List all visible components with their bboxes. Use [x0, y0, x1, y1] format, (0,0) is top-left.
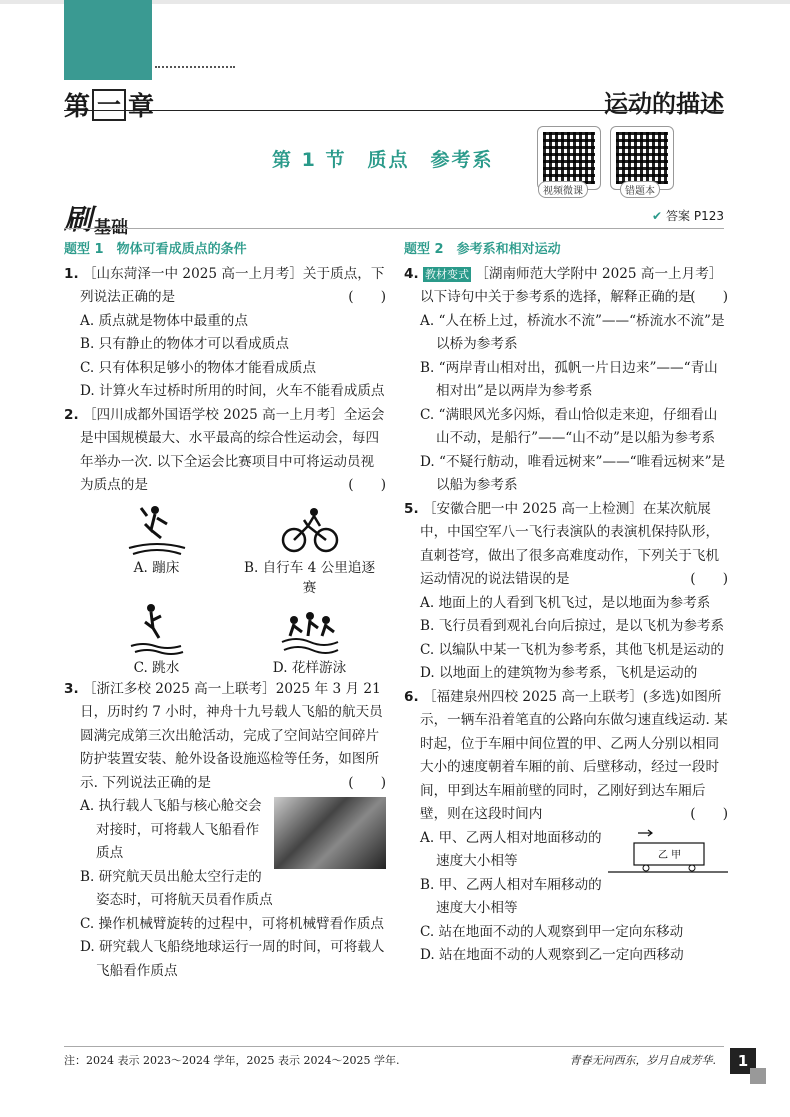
question-4 [404, 263, 728, 310]
option-a: A. “人在桥上过，桥流水不流”——“桥流水不流”是以桥为参考系 [420, 312, 725, 352]
option-d: D. 计算火车过桥时所用的时间，火车不能看成质点 [80, 383, 385, 399]
question-number: 3. [64, 680, 79, 697]
option-a: A. 执行载人飞船与核心舱交会对接时，可将载人飞船看作质点 [80, 798, 262, 861]
chapter-suffix: 章 [128, 92, 155, 122]
dotted-decoration [155, 66, 235, 68]
option-c: C. 只有体积足够小的物体才能看成质点 [80, 359, 317, 376]
answer-blank: ( ) [348, 289, 386, 305]
basics-heading [64, 198, 128, 238]
trampoline-icon [127, 502, 187, 558]
diving-icon [127, 602, 187, 658]
question-number: 1. [64, 265, 79, 282]
chapter-number: 一 [92, 89, 126, 121]
arrow-right-icon [638, 830, 652, 836]
chapter-label [64, 86, 154, 123]
page-number: 1 [730, 1048, 756, 1074]
chapter-prefix: 第 [64, 92, 91, 122]
right-column [404, 238, 728, 968]
section-title: 第 1 节 质点 参考系 [272, 149, 494, 171]
option-d: D. 站在地面不动的人观察到乙一定向西移动 [420, 947, 684, 963]
left-column [64, 238, 386, 983]
option-a: A. 地面上的人看到飞机飞过，是以地面为参考系 [420, 594, 711, 611]
answer-ref-text: 答案 P123 [666, 209, 724, 223]
answer-reference [652, 207, 724, 224]
question-3 [64, 678, 386, 796]
chapter-color-block [64, 0, 152, 80]
option-c: C. 跳水 [133, 659, 180, 676]
cycling-icon [280, 502, 340, 558]
basics-label: 基础 [94, 218, 129, 238]
divider [64, 228, 724, 229]
question-stem: ［福建泉州四校 2025 高一上联考］(多选)如图所示，一辆车沿着笔直的公路向东做匀速直线运动. 某时起，位于车厢中间位置的甲、乙两人分别以相同大小的速度朝着车厢的前、后壁移动，经过一段时间，甲到达车厢前壁的同时，乙刚好到达车厢后壁，则在这段时间内 [420, 688, 728, 822]
check-icon: ✔ [651, 208, 663, 223]
option-b: B. 飞行员看到观礼台向后掠过，是以飞机为参考系 [420, 618, 725, 634]
option-d: D. 花样游泳 [272, 659, 347, 676]
option-d-image [240, 602, 380, 678]
answer-blank: ( ) [690, 806, 728, 822]
option-c-image [87, 602, 227, 678]
question-number: 4. [404, 265, 419, 282]
question-2 [64, 404, 386, 498]
brush-logo: 刷 [64, 203, 93, 236]
option-b: B. 研究航天员出舱太空行走的姿态时，可将航天员看作质点 [80, 868, 273, 908]
figure-label: 乙 甲 [658, 849, 682, 861]
answer-blank: ( ) [690, 289, 728, 305]
option-c: C. 操作机械臂旋转的过程中，可将机械臂看作质点 [80, 915, 385, 932]
train-car-figure [608, 827, 728, 877]
option-c: C. 站在地面不动的人观察到甲一定向东移动 [420, 923, 684, 940]
q2-images-row-1 [64, 502, 386, 598]
option-b: B. 甲、乙两人相对车厢移动的速度大小相等 [420, 876, 602, 916]
question-5 [404, 498, 728, 592]
chapter-title: 运动的描述 [604, 90, 724, 118]
option-b: B. 只有静止的物体才可以看成质点 [80, 336, 289, 352]
question-number: 2. [64, 406, 79, 423]
answer-blank: ( ) [690, 571, 728, 587]
qr-label-mistakes: 错题本 [620, 181, 660, 198]
question-number: 5. [404, 500, 419, 517]
answer-blank: ( ) [348, 774, 386, 791]
option-b-image [240, 502, 380, 598]
synchronized-swimming-icon [280, 602, 340, 658]
footer-divider [64, 1046, 724, 1047]
question-stem: ［湖南师范大学附中 2025 高一上月考］以下诗句中关于参考系的选择，解释正确的是 [420, 265, 723, 305]
option-a-image [87, 502, 227, 598]
footer-note: 注：2024 表示 2023～2024 学年，2025 表示 2024～2025 学年. [64, 1054, 400, 1067]
footer-motto: 青春无问西东，岁月自成芳华. [569, 1054, 716, 1067]
option-a: A. 蹦床 [133, 559, 180, 576]
option-d: D. 研究载人飞船绕地球运行一周的时间，可将载人飞船看作质点 [80, 939, 385, 979]
option-c: C. “满眼风光多闪烁，看山恰似走来迎，仔细看山山不动，是船行”——“山不动”是以船为参考系 [420, 406, 718, 446]
qr-label-video: 视频微课 [538, 181, 588, 198]
option-d: D. 以地面上的建筑物为参考系，飞机是运动的 [420, 665, 698, 681]
option-c: C. 以编队中某一飞机为参考系，其他飞机是运动的 [420, 641, 725, 658]
question-6 [404, 686, 728, 827]
option-b: B. “两岸青山相对出，孤帆一片日边来”——“青山相对出”是以两岸为参考系 [420, 359, 718, 399]
option-a: A. 甲、乙两人相对地面移动的速度大小相等 [420, 829, 602, 869]
question-stem: ［山东菏泽一中 2025 高一上月考］关于质点，下列说法正确的是 [80, 265, 385, 305]
textbook-variant-badge: 教材变式 [424, 267, 469, 281]
question-number: 6. [404, 688, 419, 705]
page-decoration [750, 1068, 766, 1084]
type-heading-2: 题型 2 参考系和相对运动 [404, 242, 561, 257]
type-heading-1: 题型 1 物体可看成质点的条件 [64, 242, 247, 257]
question-stem: ［浙江多校 2025 高一上联考］2025 年 3 月 21 日，历时约 7 小时，神舟十九号载人飞船的航天员圆满完成第三次出舱活动，完成了空间站空间碎片防护装置安装、舱外设备设施巡检等任务，如图所示. 下列说法正确的是 [80, 680, 383, 791]
spacewalk-photo [274, 797, 386, 869]
question-stem: ［四川成都外国语学校 2025 高一上月考］全运会是中国规模最大、水平最高的综合性运动会，每四年举办一次. 以下全运会比赛项目中可将运动员视为质点的是 [80, 406, 385, 493]
question-1 [64, 263, 386, 310]
option-a: A. 质点就是物体中最重的点 [80, 312, 248, 329]
question-stem: ［安徽合肥一中 2025 高一上检测］在某次航展中，中国空军八一飞行表演队的表演机保持队形，直刺苍穹，做出了很多高难度动作，下列关于飞机运动情况的说法错误的是 [420, 500, 720, 587]
answer-blank: ( ) [348, 477, 386, 493]
option-b: B. 自行车 4 公里追逐赛 [243, 559, 376, 596]
option-d: D. “不疑行舫动，唯看远树来”——“唯看远树来”是以船为参考系 [420, 453, 726, 493]
q2-images-row-2 [64, 602, 386, 678]
chapter-rule [64, 110, 724, 111]
